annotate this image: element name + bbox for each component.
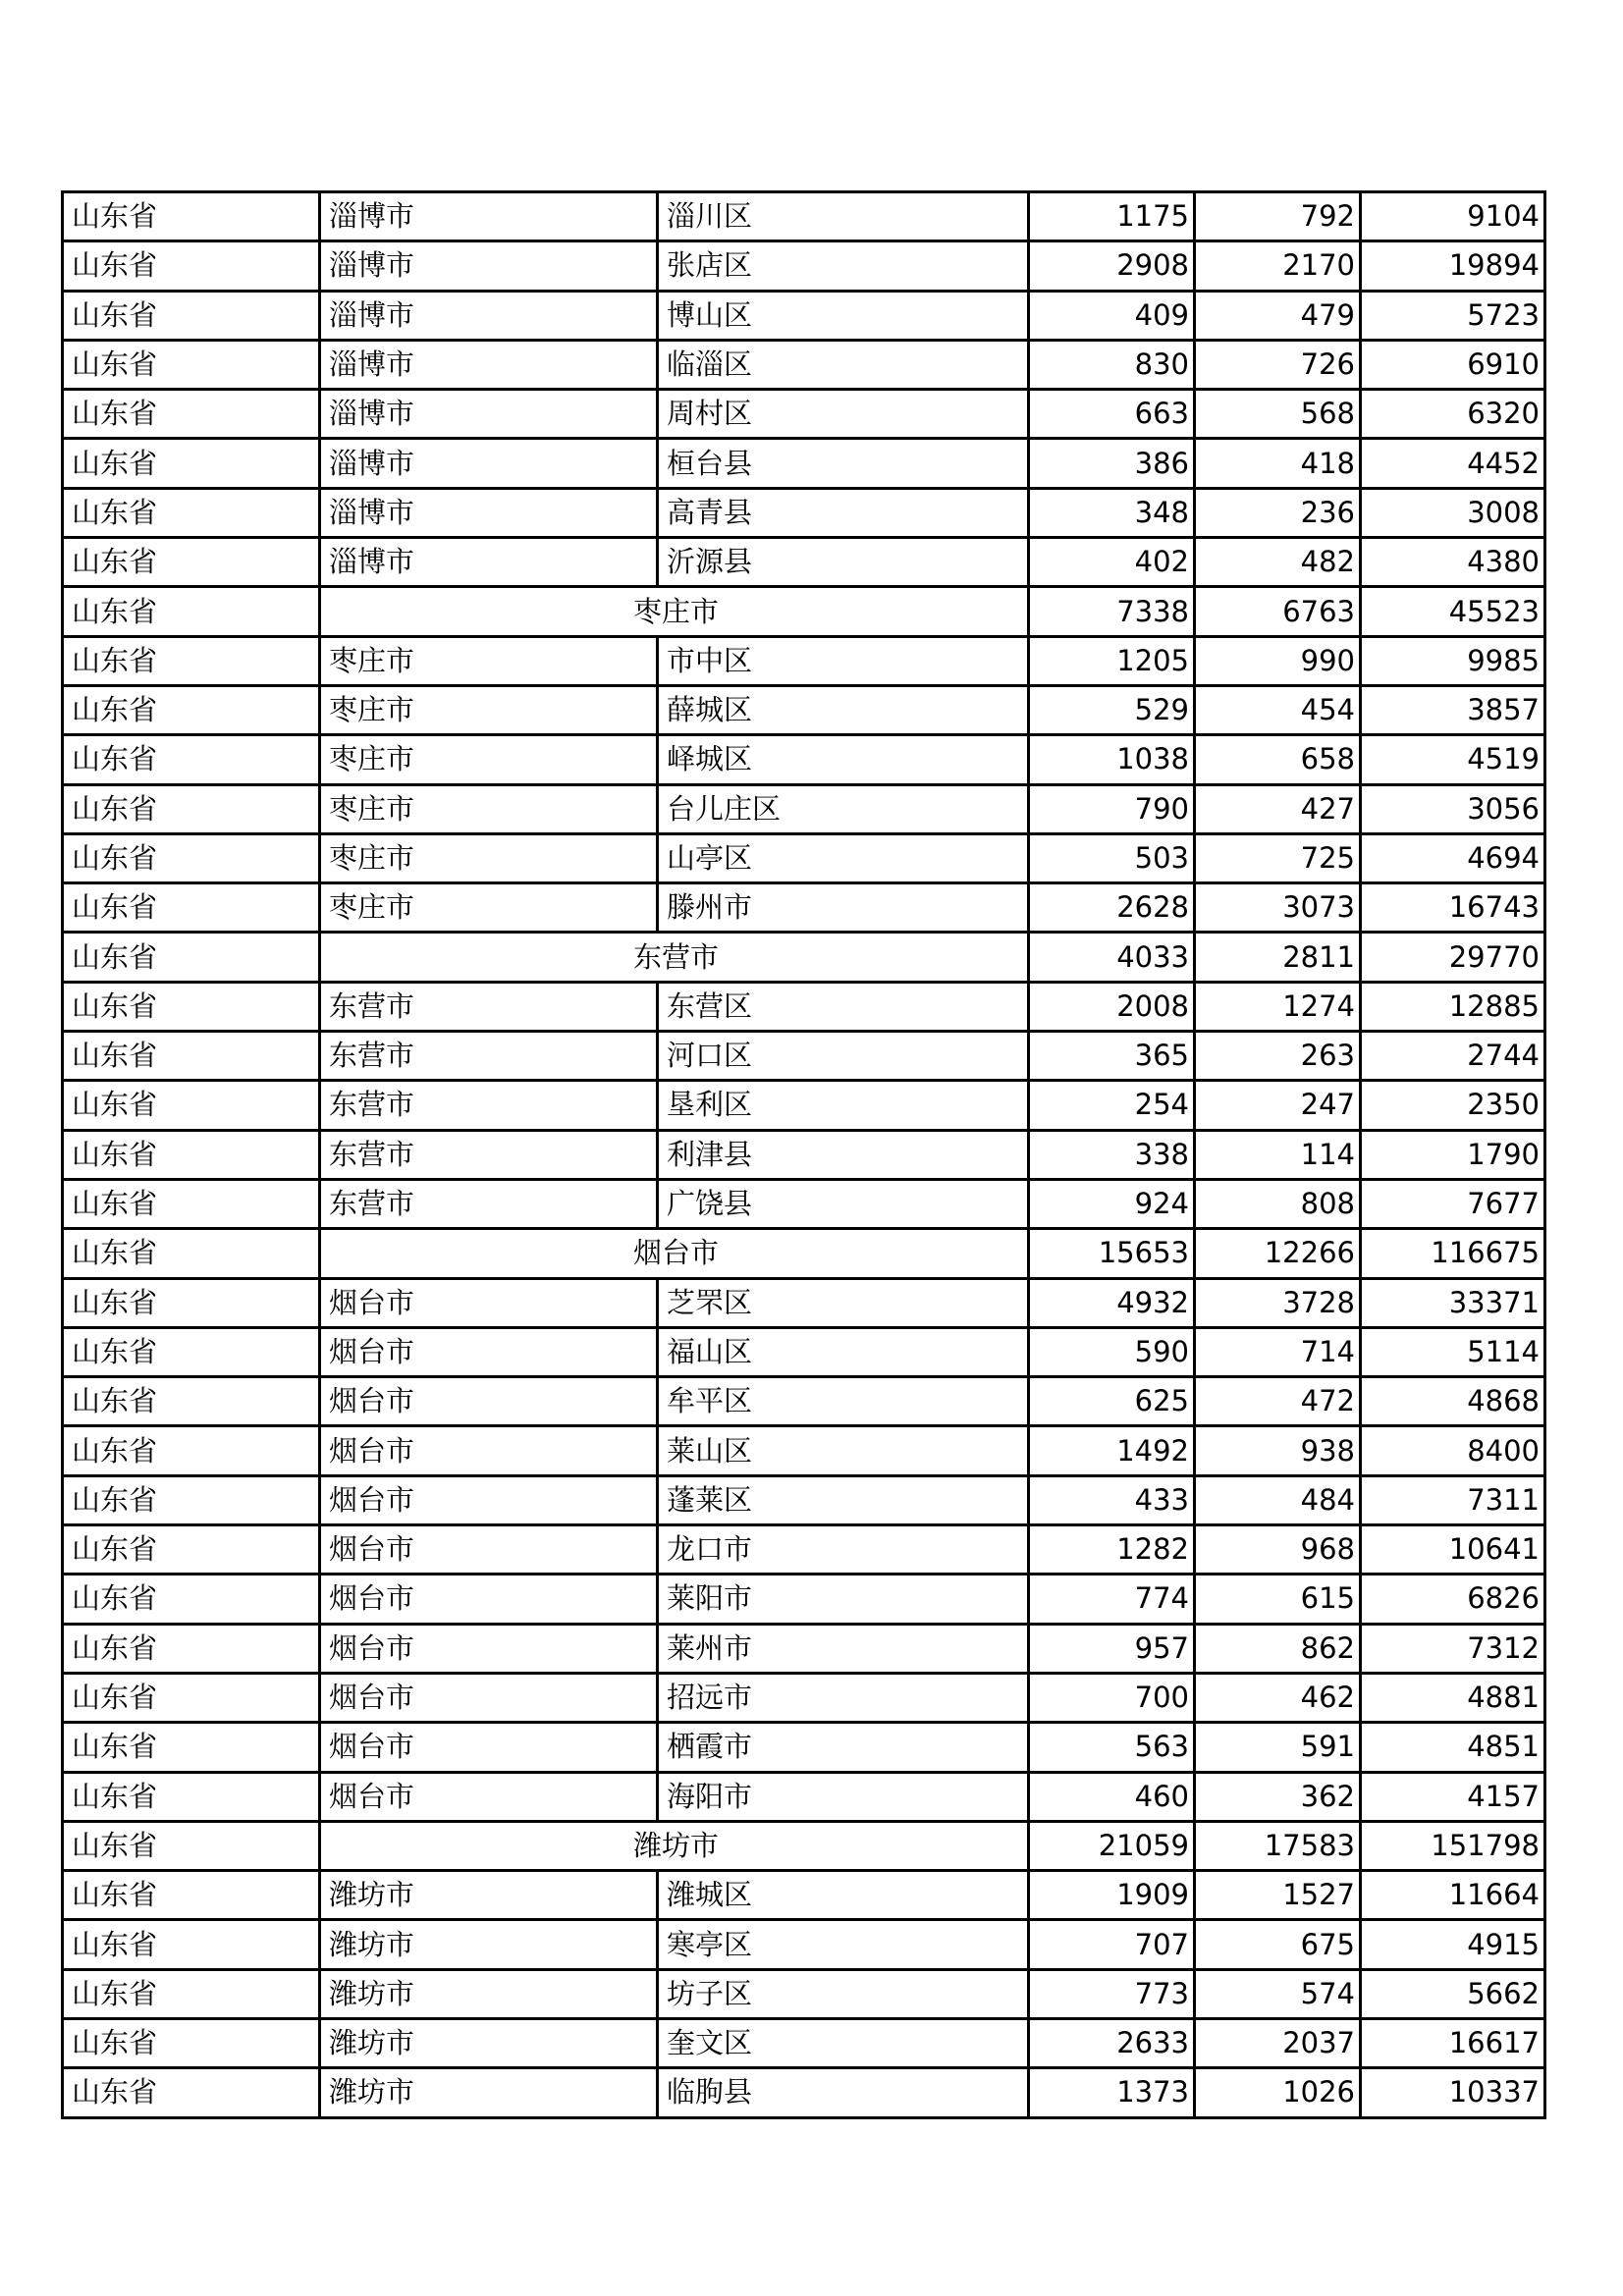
table-row bbox=[63, 1327, 1545, 1376]
city-cell: 烟台市 bbox=[320, 1673, 658, 1722]
value-3-cell: 151798 bbox=[1361, 1821, 1545, 1870]
value-1-cell: 774 bbox=[1029, 1575, 1195, 1624]
county-cell: 福山区 bbox=[658, 1327, 1029, 1376]
county-cell: 牟平区 bbox=[658, 1377, 1029, 1426]
city-cell: 潍坊市 bbox=[320, 2068, 658, 2117]
city-cell: 淄博市 bbox=[320, 439, 658, 488]
province-cell: 山东省 bbox=[63, 1525, 320, 1575]
county-cell: 市中区 bbox=[658, 636, 1029, 685]
province-cell: 山东省 bbox=[63, 735, 320, 784]
province-cell: 山东省 bbox=[63, 340, 320, 389]
value-3-cell: 16743 bbox=[1361, 883, 1545, 933]
city-cell: 淄博市 bbox=[320, 241, 658, 291]
province-cell: 山东省 bbox=[63, 1426, 320, 1475]
value-2-cell: 675 bbox=[1195, 1920, 1361, 1969]
table-row bbox=[63, 192, 1545, 241]
value-2-cell: 938 bbox=[1195, 1426, 1361, 1475]
county-cell: 广饶县 bbox=[658, 1179, 1029, 1228]
value-2-cell: 17583 bbox=[1195, 1821, 1361, 1870]
table-row bbox=[63, 2068, 1545, 2117]
city-cell: 烟台市 bbox=[320, 1575, 658, 1624]
value-3-cell: 9985 bbox=[1361, 636, 1545, 685]
city-cell: 潍坊市 bbox=[320, 1871, 658, 1920]
value-1-cell: 365 bbox=[1029, 1032, 1195, 1081]
value-3-cell: 10641 bbox=[1361, 1525, 1545, 1575]
city-cell: 枣庄市 bbox=[320, 784, 658, 833]
city-total-cell: 潍坊市 bbox=[320, 1821, 1029, 1870]
province-cell: 山东省 bbox=[63, 390, 320, 439]
table-row bbox=[63, 1179, 1545, 1228]
value-3-cell: 5114 bbox=[1361, 1327, 1545, 1376]
value-1-cell: 21059 bbox=[1029, 1821, 1195, 1870]
value-1-cell: 707 bbox=[1029, 1920, 1195, 1969]
value-3-cell: 5723 bbox=[1361, 291, 1545, 340]
value-2-cell: 236 bbox=[1195, 488, 1361, 537]
province-cell: 山东省 bbox=[63, 883, 320, 933]
value-3-cell: 1790 bbox=[1361, 1130, 1545, 1179]
value-1-cell: 503 bbox=[1029, 833, 1195, 882]
county-cell: 蓬莱区 bbox=[658, 1475, 1029, 1524]
value-2-cell: 862 bbox=[1195, 1624, 1361, 1673]
table-row bbox=[63, 439, 1545, 488]
city-cell: 淄博市 bbox=[320, 340, 658, 389]
city-total-cell: 东营市 bbox=[320, 933, 1029, 982]
province-cell: 山东省 bbox=[63, 2068, 320, 2117]
province-cell: 山东省 bbox=[63, 241, 320, 291]
value-3-cell: 2744 bbox=[1361, 1032, 1545, 1081]
city-subtotal-row bbox=[63, 1821, 1545, 1870]
value-2-cell: 462 bbox=[1195, 1673, 1361, 1722]
table-row bbox=[63, 1920, 1545, 1969]
value-3-cell: 4851 bbox=[1361, 1723, 1545, 1772]
value-2-cell: 472 bbox=[1195, 1377, 1361, 1426]
value-2-cell: 2037 bbox=[1195, 2018, 1361, 2067]
value-1-cell: 590 bbox=[1029, 1327, 1195, 1376]
city-cell: 烟台市 bbox=[320, 1475, 658, 1524]
table-row bbox=[63, 340, 1545, 389]
value-2-cell: 2170 bbox=[1195, 241, 1361, 291]
value-3-cell: 33371 bbox=[1361, 1278, 1545, 1327]
value-1-cell: 409 bbox=[1029, 291, 1195, 340]
city-total-cell: 烟台市 bbox=[320, 1229, 1029, 1278]
value-3-cell: 5662 bbox=[1361, 1969, 1545, 2018]
value-2-cell: 658 bbox=[1195, 735, 1361, 784]
city-cell: 枣庄市 bbox=[320, 685, 658, 734]
city-cell: 淄博市 bbox=[320, 192, 658, 241]
table-row bbox=[63, 241, 1545, 291]
value-2-cell: 3073 bbox=[1195, 883, 1361, 933]
table-row bbox=[63, 1032, 1545, 1081]
value-2-cell: 792 bbox=[1195, 192, 1361, 241]
table-row bbox=[63, 636, 1545, 685]
value-2-cell: 454 bbox=[1195, 685, 1361, 734]
province-cell: 山东省 bbox=[63, 1871, 320, 1920]
county-cell: 潍城区 bbox=[658, 1871, 1029, 1920]
province-cell: 山东省 bbox=[63, 1179, 320, 1228]
county-cell: 峄城区 bbox=[658, 735, 1029, 784]
value-3-cell: 9104 bbox=[1361, 192, 1545, 241]
county-cell: 芝罘区 bbox=[658, 1278, 1029, 1327]
value-3-cell: 6910 bbox=[1361, 340, 1545, 389]
province-cell: 山东省 bbox=[63, 685, 320, 734]
city-cell: 烟台市 bbox=[320, 1377, 658, 1426]
value-1-cell: 2008 bbox=[1029, 982, 1195, 1031]
city-total-cell: 枣庄市 bbox=[320, 587, 1029, 636]
county-cell: 张店区 bbox=[658, 241, 1029, 291]
value-3-cell: 4380 bbox=[1361, 538, 1545, 587]
value-1-cell: 1175 bbox=[1029, 192, 1195, 241]
value-3-cell: 3056 bbox=[1361, 784, 1545, 833]
county-cell: 沂源县 bbox=[658, 538, 1029, 587]
province-cell: 山东省 bbox=[63, 538, 320, 587]
table-row bbox=[63, 1575, 1545, 1624]
county-cell: 寒亭区 bbox=[658, 1920, 1029, 1969]
value-3-cell: 116675 bbox=[1361, 1229, 1545, 1278]
county-cell: 滕州市 bbox=[658, 883, 1029, 933]
province-cell: 山东省 bbox=[63, 1821, 320, 1870]
city-cell: 潍坊市 bbox=[320, 2018, 658, 2067]
province-cell: 山东省 bbox=[63, 1229, 320, 1278]
value-1-cell: 924 bbox=[1029, 1179, 1195, 1228]
value-2-cell: 568 bbox=[1195, 390, 1361, 439]
value-3-cell: 7311 bbox=[1361, 1475, 1545, 1524]
table-row bbox=[63, 982, 1545, 1031]
county-cell: 龙口市 bbox=[658, 1525, 1029, 1575]
county-cell: 桓台县 bbox=[658, 439, 1029, 488]
county-cell: 临淄区 bbox=[658, 340, 1029, 389]
value-3-cell: 16617 bbox=[1361, 2018, 1545, 2067]
table-row bbox=[63, 883, 1545, 933]
county-cell: 临朐县 bbox=[658, 2068, 1029, 2117]
table-row bbox=[63, 1624, 1545, 1673]
value-2-cell: 484 bbox=[1195, 1475, 1361, 1524]
value-2-cell: 479 bbox=[1195, 291, 1361, 340]
table-row bbox=[63, 1673, 1545, 1722]
value-1-cell: 7338 bbox=[1029, 587, 1195, 636]
value-1-cell: 625 bbox=[1029, 1377, 1195, 1426]
city-subtotal-row bbox=[63, 933, 1545, 982]
table-row bbox=[63, 291, 1545, 340]
province-cell: 山东省 bbox=[63, 784, 320, 833]
value-1-cell: 563 bbox=[1029, 1723, 1195, 1772]
value-2-cell: 574 bbox=[1195, 1969, 1361, 2018]
table-row bbox=[63, 488, 1545, 537]
province-cell: 山东省 bbox=[63, 1130, 320, 1179]
value-1-cell: 348 bbox=[1029, 488, 1195, 537]
province-cell: 山东省 bbox=[63, 587, 320, 636]
value-3-cell: 3857 bbox=[1361, 685, 1545, 734]
province-cell: 山东省 bbox=[63, 1475, 320, 1524]
province-cell: 山东省 bbox=[63, 1772, 320, 1821]
city-cell: 烟台市 bbox=[320, 1772, 658, 1821]
county-cell: 山亭区 bbox=[658, 833, 1029, 882]
value-1-cell: 1492 bbox=[1029, 1426, 1195, 1475]
province-cell: 山东省 bbox=[63, 291, 320, 340]
table-row bbox=[63, 735, 1545, 784]
city-cell: 淄博市 bbox=[320, 488, 658, 537]
county-cell: 博山区 bbox=[658, 291, 1029, 340]
value-2-cell: 1274 bbox=[1195, 982, 1361, 1031]
value-1-cell: 700 bbox=[1029, 1673, 1195, 1722]
value-2-cell: 1527 bbox=[1195, 1871, 1361, 1920]
value-1-cell: 2628 bbox=[1029, 883, 1195, 933]
value-1-cell: 1205 bbox=[1029, 636, 1195, 685]
value-3-cell: 29770 bbox=[1361, 933, 1545, 982]
province-cell: 山东省 bbox=[63, 1327, 320, 1376]
province-cell: 山东省 bbox=[63, 1081, 320, 1130]
value-1-cell: 830 bbox=[1029, 340, 1195, 389]
province-cell: 山东省 bbox=[63, 1969, 320, 2018]
table-row bbox=[63, 1278, 1545, 1327]
value-3-cell: 6320 bbox=[1361, 390, 1545, 439]
city-cell: 潍坊市 bbox=[320, 1969, 658, 2018]
table-row bbox=[63, 685, 1545, 734]
value-3-cell: 7677 bbox=[1361, 1179, 1545, 1228]
county-cell: 河口区 bbox=[658, 1032, 1029, 1081]
province-cell: 山东省 bbox=[63, 439, 320, 488]
city-cell: 烟台市 bbox=[320, 1426, 658, 1475]
city-subtotal-row bbox=[63, 587, 1545, 636]
value-2-cell: 114 bbox=[1195, 1130, 1361, 1179]
province-cell: 山东省 bbox=[63, 1278, 320, 1327]
value-2-cell: 12266 bbox=[1195, 1229, 1361, 1278]
value-2-cell: 2811 bbox=[1195, 933, 1361, 982]
value-1-cell: 1909 bbox=[1029, 1871, 1195, 1920]
province-cell: 山东省 bbox=[63, 192, 320, 241]
value-2-cell: 482 bbox=[1195, 538, 1361, 587]
value-1-cell: 4033 bbox=[1029, 933, 1195, 982]
city-cell: 淄博市 bbox=[320, 390, 658, 439]
value-1-cell: 433 bbox=[1029, 1475, 1195, 1524]
province-cell: 山东省 bbox=[63, 982, 320, 1031]
value-2-cell: 591 bbox=[1195, 1723, 1361, 1772]
table-row bbox=[63, 1723, 1545, 1772]
table-row bbox=[63, 1969, 1545, 2018]
value-3-cell: 7312 bbox=[1361, 1624, 1545, 1673]
province-cell: 山东省 bbox=[63, 1575, 320, 1624]
table-row bbox=[63, 1377, 1545, 1426]
value-1-cell: 790 bbox=[1029, 784, 1195, 833]
value-3-cell: 4881 bbox=[1361, 1673, 1545, 1722]
table-row bbox=[63, 1130, 1545, 1179]
value-3-cell: 4519 bbox=[1361, 735, 1545, 784]
province-cell: 山东省 bbox=[63, 1032, 320, 1081]
province-cell: 山东省 bbox=[63, 488, 320, 537]
value-2-cell: 263 bbox=[1195, 1032, 1361, 1081]
province-cell: 山东省 bbox=[63, 1673, 320, 1722]
city-cell: 淄博市 bbox=[320, 291, 658, 340]
city-cell: 东营市 bbox=[320, 1081, 658, 1130]
province-cell: 山东省 bbox=[63, 933, 320, 982]
value-1-cell: 529 bbox=[1029, 685, 1195, 734]
table-row bbox=[63, 1081, 1545, 1130]
value-2-cell: 968 bbox=[1195, 1525, 1361, 1575]
table-row bbox=[63, 1772, 1545, 1821]
county-cell: 台儿庄区 bbox=[658, 784, 1029, 833]
value-3-cell: 4694 bbox=[1361, 833, 1545, 882]
value-2-cell: 1026 bbox=[1195, 2068, 1361, 2117]
value-2-cell: 6763 bbox=[1195, 587, 1361, 636]
value-2-cell: 362 bbox=[1195, 1772, 1361, 1821]
value-2-cell: 714 bbox=[1195, 1327, 1361, 1376]
province-cell: 山东省 bbox=[63, 833, 320, 882]
province-cell: 山东省 bbox=[63, 1723, 320, 1772]
city-cell: 枣庄市 bbox=[320, 833, 658, 882]
city-cell: 东营市 bbox=[320, 1179, 658, 1228]
value-1-cell: 1282 bbox=[1029, 1525, 1195, 1575]
value-1-cell: 338 bbox=[1029, 1130, 1195, 1179]
value-3-cell: 10337 bbox=[1361, 2068, 1545, 2117]
value-1-cell: 2908 bbox=[1029, 241, 1195, 291]
county-cell: 高青县 bbox=[658, 488, 1029, 537]
value-3-cell: 19894 bbox=[1361, 241, 1545, 291]
table-row bbox=[63, 833, 1545, 882]
value-3-cell: 4157 bbox=[1361, 1772, 1545, 1821]
value-3-cell: 4915 bbox=[1361, 1920, 1545, 1969]
value-3-cell: 6826 bbox=[1361, 1575, 1545, 1624]
county-cell: 栖霞市 bbox=[658, 1723, 1029, 1772]
county-cell: 淄川区 bbox=[658, 192, 1029, 241]
value-1-cell: 4932 bbox=[1029, 1278, 1195, 1327]
table-body bbox=[63, 192, 1545, 2118]
table-row bbox=[63, 1871, 1545, 1920]
city-cell: 枣庄市 bbox=[320, 735, 658, 784]
city-cell: 烟台市 bbox=[320, 1525, 658, 1575]
value-1-cell: 386 bbox=[1029, 439, 1195, 488]
city-subtotal-row bbox=[63, 1229, 1545, 1278]
value-3-cell: 4452 bbox=[1361, 439, 1545, 488]
value-1-cell: 773 bbox=[1029, 1969, 1195, 2018]
county-cell: 莱州市 bbox=[658, 1624, 1029, 1673]
city-cell: 烟台市 bbox=[320, 1624, 658, 1673]
city-cell: 枣庄市 bbox=[320, 636, 658, 685]
county-cell: 利津县 bbox=[658, 1130, 1029, 1179]
city-cell: 淄博市 bbox=[320, 538, 658, 587]
city-cell: 烟台市 bbox=[320, 1723, 658, 1772]
value-3-cell: 4868 bbox=[1361, 1377, 1545, 1426]
province-cell: 山东省 bbox=[63, 1624, 320, 1673]
value-2-cell: 990 bbox=[1195, 636, 1361, 685]
table-row bbox=[63, 538, 1545, 587]
city-cell: 烟台市 bbox=[320, 1278, 658, 1327]
county-cell: 莱阳市 bbox=[658, 1575, 1029, 1624]
value-2-cell: 418 bbox=[1195, 439, 1361, 488]
table-row bbox=[63, 1475, 1545, 1524]
city-cell: 潍坊市 bbox=[320, 1920, 658, 1969]
city-cell: 东营市 bbox=[320, 1130, 658, 1179]
value-3-cell: 3008 bbox=[1361, 488, 1545, 537]
value-2-cell: 808 bbox=[1195, 1179, 1361, 1228]
value-2-cell: 427 bbox=[1195, 784, 1361, 833]
value-1-cell: 663 bbox=[1029, 390, 1195, 439]
county-cell: 奎文区 bbox=[658, 2018, 1029, 2067]
county-cell: 莱山区 bbox=[658, 1426, 1029, 1475]
table-row bbox=[63, 1525, 1545, 1575]
province-cell: 山东省 bbox=[63, 636, 320, 685]
value-2-cell: 726 bbox=[1195, 340, 1361, 389]
data-table bbox=[61, 190, 1546, 2119]
city-cell: 烟台市 bbox=[320, 1327, 658, 1376]
table-row bbox=[63, 2018, 1545, 2067]
county-cell: 周村区 bbox=[658, 390, 1029, 439]
value-3-cell: 8400 bbox=[1361, 1426, 1545, 1475]
city-cell: 枣庄市 bbox=[320, 883, 658, 933]
county-cell: 招远市 bbox=[658, 1673, 1029, 1722]
county-cell: 垦利区 bbox=[658, 1081, 1029, 1130]
value-1-cell: 402 bbox=[1029, 538, 1195, 587]
county-cell: 东营区 bbox=[658, 982, 1029, 1031]
value-1-cell: 15653 bbox=[1029, 1229, 1195, 1278]
value-3-cell: 45523 bbox=[1361, 587, 1545, 636]
table-row bbox=[63, 390, 1545, 439]
value-3-cell: 2350 bbox=[1361, 1081, 1545, 1130]
value-1-cell: 1373 bbox=[1029, 2068, 1195, 2117]
table-row bbox=[63, 1426, 1545, 1475]
value-2-cell: 3728 bbox=[1195, 1278, 1361, 1327]
city-cell: 东营市 bbox=[320, 982, 658, 1031]
value-1-cell: 1038 bbox=[1029, 735, 1195, 784]
province-cell: 山东省 bbox=[63, 2018, 320, 2067]
county-cell: 薛城区 bbox=[658, 685, 1029, 734]
value-3-cell: 12885 bbox=[1361, 982, 1545, 1031]
value-2-cell: 247 bbox=[1195, 1081, 1361, 1130]
value-1-cell: 957 bbox=[1029, 1624, 1195, 1673]
value-1-cell: 460 bbox=[1029, 1772, 1195, 1821]
table-row bbox=[63, 784, 1545, 833]
county-cell: 海阳市 bbox=[658, 1772, 1029, 1821]
value-3-cell: 11664 bbox=[1361, 1871, 1545, 1920]
province-cell: 山东省 bbox=[63, 1920, 320, 1969]
city-cell: 东营市 bbox=[320, 1032, 658, 1081]
value-1-cell: 254 bbox=[1029, 1081, 1195, 1130]
province-cell: 山东省 bbox=[63, 1377, 320, 1426]
value-1-cell: 2633 bbox=[1029, 2018, 1195, 2067]
value-2-cell: 725 bbox=[1195, 833, 1361, 882]
county-cell: 坊子区 bbox=[658, 1969, 1029, 2018]
value-2-cell: 615 bbox=[1195, 1575, 1361, 1624]
